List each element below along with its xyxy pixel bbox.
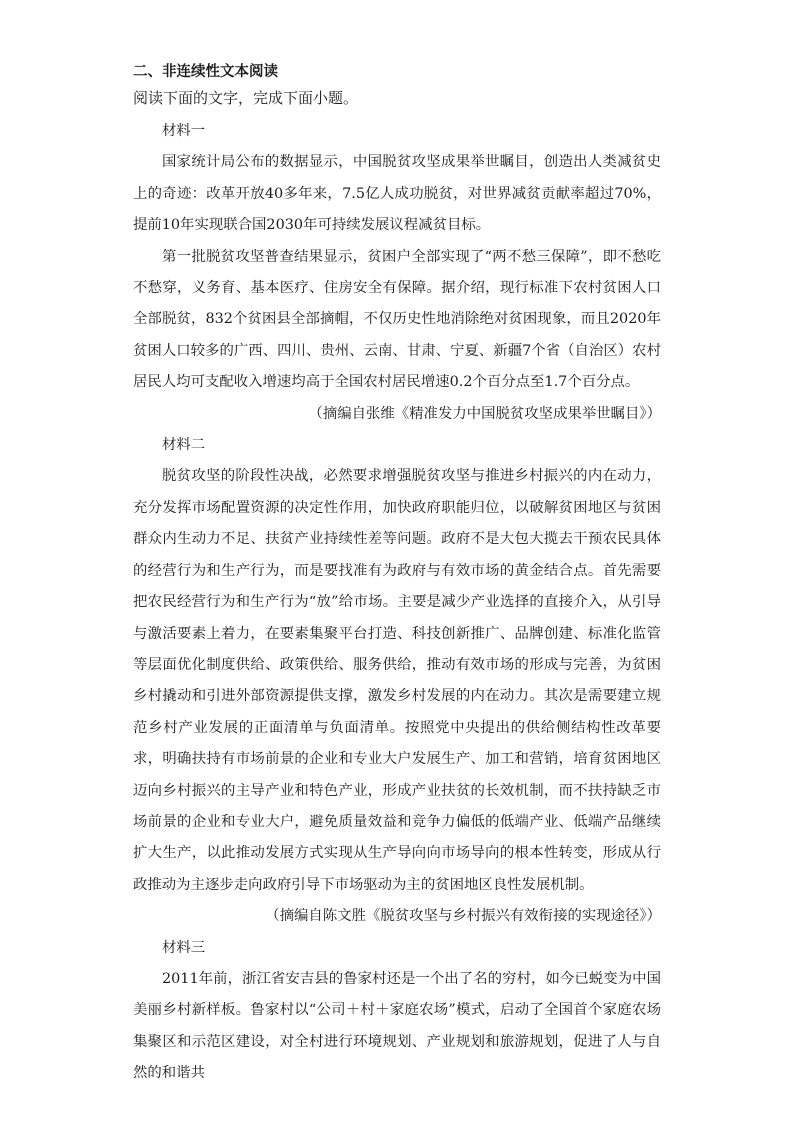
material-label: 材料二: [162, 437, 206, 454]
document-body: [133, 116, 661, 1090]
paragraph: 第一批脱贫攻坚普查结果显示，贫困户全部实现了“两不愁三保障”，即不愁吃不愁穿，义务育、基本医疗、住房安全有保障。据介绍，现行标准下农村贫困人口全部脱贫，832个贫困县全部摘帽，不仅历史性地消除绝对贫困现象，而且2020年贫困人口较多的广西、四川、贵州、云南、甘肃、宁夏、新疆7个省（自治区）农村居民人均可支配收入增速均高于全国农村居民增速0.2个百分点至1.7个百分点。: [133, 248, 661, 391]
section-title: 二、非连续性文本阅读: [133, 64, 278, 80]
source-citation: （摘编自张维《精准发力中国脱贫攻坚成果举世瞩目》）: [308, 405, 661, 422]
source-citation: （摘编自陈文胜《脱贫攻坚与乡村振兴有效衔接的实现途径》）: [265, 908, 661, 925]
material-label: 材料三: [162, 939, 206, 956]
material-label: 材料一: [162, 123, 206, 139]
paragraph: 国家统计局公布的数据显示，中国脱贫攻坚成果举世瞩目，创造出人类减贫史上的奇迹：改革开放40多年来，7.5亿人成功脱贫，对世界减贫贡献率超过70%，提前10年实现联合国2030年可持续发展议程减贫目标。: [133, 154, 661, 234]
paragraph: 脱贫攻坚的阶段性决战，必然要求增强脱贫攻坚与推进乡村振兴的内在动力，充分发挥市场配置资源的决定性作用，加快政府职能归位，以破解贫困地区与贫困群众内生动力不足、扶贫产业持续性差等问题。政府不是大包大揽去干预农民具体的经营行为和生产行为，而是要找准有为政府与有效市场的黄金结合点。首先需要把农民经营行为和生产行为“放”给市场。主要是减少产业选择的直接介入，从引导与激活要素上着力，在要素集聚平台打造、科技创新推广、品牌创建、标准化监管等层面优化制度供给、政策供给、服务供给，推动有效市场的形成与完善，为贫困乡村撬动和引进外部资源提供支撑，激发乡村发展的内在动力。其次是需要建立规范乡村产业发展的正面清单与负面清单。按照党中央提出的供给侧结构性改革要求，明确扶持有市场前景的企业和专业大户发展生产、加工和营销，培育贫困地区迈向乡村振兴的主导产业和特色产业，形成产业扶贫的长效机制，而不扶持缺乏市场前景的企业和专业大户，避免质量效益和竞争力偏低的低端产业、低端产品继续扩大生产，以此推动发展方式实现从生产导向向市场导向的根本性转变，形成从行政推动为主逐步走向政府引导下市场驱动为主的贫困地区良性发展机制。: [133, 468, 661, 893]
instruction-text: 阅读下面的文字，完成下面小题。: [133, 89, 359, 107]
paragraph: 2011年前，浙江省安吉县的鲁家村还是一个出了名的穷村，如今已蜕变为中国美丽乡村新样板。鲁家村以“公司＋村＋家庭农场”模式，启动了全国首个家庭农场集聚区和示范区建设，对全村进行环境规划、产业规划和旅游规划，促进了人与自然的和谐共: [133, 970, 661, 1082]
